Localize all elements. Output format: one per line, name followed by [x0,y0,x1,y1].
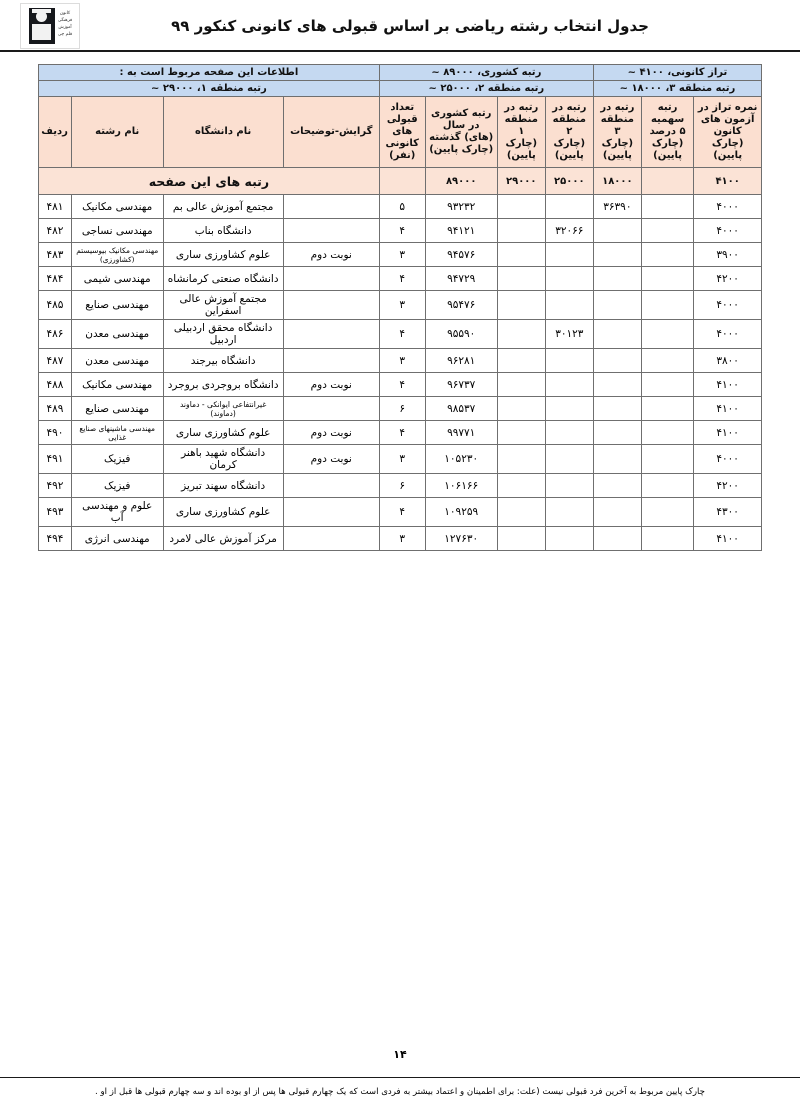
cell-mantaghe1 [497,243,545,267]
table-row [39,445,762,474]
cell-mantaghe2 [545,445,593,474]
summary-row [39,168,762,195]
cell-tozihat [283,195,379,219]
table-row [39,320,762,349]
cell-mantaghe3 [593,373,641,397]
table-row [39,243,762,267]
cell-keshvari: ۹۵۵۹۰ [425,320,497,349]
cell-reshte: مهندسی مکانیک بیوسیستم (کشاورزی) [71,243,163,267]
cell-daneshgah: علوم کشاورزی ساری [163,498,283,527]
cell-taraz: ۴۲۰۰ [694,474,762,498]
cell-keshvari: ۹۶۲۸۱ [425,349,497,373]
cell-taraz: ۳۸۰۰ [694,349,762,373]
footer-note: چارک پایین مربوط به آخرین فرد قبولی نیست (علت: برای اطمینان و اعتماد بیشتر به فردی است که یک چهارم قبولی ها پس از او بوده اند و سه چهارم قبولی ها قبل از او . [0,1077,800,1107]
table-container [38,64,762,551]
cell-tozihat [283,349,379,373]
cell-mantaghe3 [593,445,641,474]
cell-mantaghe2: ۳۰۱۲۳ [545,320,593,349]
cell-sahmiye [641,320,693,349]
logo-text: کانون فرهنگی آموزش قلم چی [57,11,73,37]
col-mantaghe2 [545,97,593,168]
cell-radif: ۴۸۱ [39,195,72,219]
cell-tozihat: نوبت دوم [283,243,379,267]
cell-mantaghe1 [497,195,545,219]
cell-reshte: فیزیک [71,474,163,498]
table-row [39,421,762,445]
page-number: ۱۴ [393,1048,407,1061]
col-taraz-label: نمره تراز در آزمون های کانون (چارک پایین) [697,102,758,161]
cell-tedad: ۳ [379,445,425,474]
cell-keshvari: ۱۲۷۶۳۰ [425,527,497,551]
table-row [39,474,762,498]
cell-tedad: ۴ [379,498,425,527]
cell-mantaghe2 [545,243,593,267]
col-reshte [71,97,163,168]
cell-sahmiye [641,397,693,421]
info-mantaghe3: رتبه منطقه ۳، ۱۸۰۰۰ ~ [593,81,761,97]
summary-keshvari: ۸۹۰۰۰ [425,168,497,195]
summary-mantaghe1: ۲۹۰۰۰ [497,168,545,195]
cell-sahmiye [641,373,693,397]
cell-taraz: ۴۱۰۰ [694,373,762,397]
cell-daneshgah: دانشگاه شهید باهنر کرمان [163,445,283,474]
cell-sahmiye [641,195,693,219]
cell-tedad: ۴ [379,219,425,243]
cell-daneshgah: دانشگاه صنعتی کرمانشاه [163,267,283,291]
col-keshvari-label: رتبه کشوری در سال (های) گذشته (چارک پایین) [429,108,494,155]
cell-radif: ۴۸۴ [39,267,72,291]
cell-tozihat [283,474,379,498]
info-mantaghe2: رتبه منطقه ۲، ۲۵۰۰۰ ~ [379,81,593,97]
cell-reshte: مهندسی مکانیک [71,195,163,219]
cell-mantaghe3 [593,421,641,445]
cell-mantaghe2 [545,498,593,527]
cell-tozihat [283,267,379,291]
cell-tozihat [283,397,379,421]
table-row [39,527,762,551]
cell-tedad: ۶ [379,474,425,498]
cell-keshvari: ۹۵۴۷۶ [425,291,497,320]
cell-tedad: ۳ [379,349,425,373]
table-row [39,195,762,219]
cell-radif: ۴۸۷ [39,349,72,373]
cell-mantaghe3: ۳۶۳۹۰ [593,195,641,219]
admissions-table [38,64,762,551]
cell-daneshgah: دانشگاه محقق اردبیلی اردبیل [163,320,283,349]
cell-radif: ۴۸۹ [39,397,72,421]
col-daneshgah-label: نام دانشگاه [194,126,252,137]
cell-daneshgah: مجتمع آموزش عالی بم [163,195,283,219]
cell-tedad: ۴ [379,267,425,291]
cell-mantaghe1 [497,421,545,445]
cell-taraz: ۴۱۰۰ [694,397,762,421]
cell-keshvari: ۹۳۲۳۲ [425,195,497,219]
cell-keshvari: ۱۰۶۱۶۶ [425,474,497,498]
cell-mantaghe2 [545,397,593,421]
kanoon-logo [20,3,80,49]
cell-mantaghe1 [497,320,545,349]
cell-keshvari: ۹۹۷۷۱ [425,421,497,445]
col-mantaghe2-label: رتبه در منطقه ۲ (چارک پایین) [552,102,587,161]
cell-tozihat: نوبت دوم [283,421,379,445]
cell-sahmiye [641,527,693,551]
cell-sahmiye [641,219,693,243]
page-title: جدول انتخاب رشته ریاضی بر اساس قبولی های کانونی کنکور ۹۹ [171,17,649,35]
cell-reshte: مهندسی معدن [71,349,163,373]
col-tozihat-label: گرایش-توضیحات [290,126,373,137]
cell-tedad: ۴ [379,421,425,445]
table-row [39,219,762,243]
col-sahmiye-label: رتبه سهمیه ۵ درصد (چارک پایین) [649,102,686,161]
cell-mantaghe2 [545,349,593,373]
cell-mantaghe2 [545,527,593,551]
cell-mantaghe1 [497,474,545,498]
cell-mantaghe2: ۳۲۰۶۶ [545,219,593,243]
cell-mantaghe3 [593,243,641,267]
col-tedad-label: تعداد قبولی های کانونی (نفر) [385,102,419,161]
cell-daneshgah: مرکز آموزش عالی لامرد [163,527,283,551]
table-row [39,267,762,291]
cell-reshte: مهندسی صنایع [71,291,163,320]
cell-tedad: ۳ [379,291,425,320]
cell-taraz: ۳۹۰۰ [694,243,762,267]
col-radif [39,97,72,168]
cell-radif: ۴۹۱ [39,445,72,474]
cell-mantaghe1 [497,291,545,320]
cell-keshvari: ۹۶۷۳۷ [425,373,497,397]
table-row [39,397,762,421]
cell-mantaghe1 [497,267,545,291]
info-keshvari: رتبه کشوری، ۸۹۰۰۰ ~ [379,65,593,81]
cell-keshvari: ۹۴۵۷۶ [425,243,497,267]
cell-mantaghe2 [545,373,593,397]
cell-daneshgah: دانشگاه بناب [163,219,283,243]
col-keshvari [425,97,497,168]
cell-sahmiye [641,445,693,474]
cell-mantaghe1 [497,445,545,474]
table-row [39,291,762,320]
cell-keshvari: ۱۰۵۲۳۰ [425,445,497,474]
cell-taraz: ۴۰۰۰ [694,195,762,219]
cell-tozihat: نوبت دوم [283,373,379,397]
col-taraz [694,97,762,168]
cell-reshte: مهندسی ماشینهای صنایع غذایی [71,421,163,445]
cell-tozihat [283,219,379,243]
cell-tedad: ۳ [379,243,425,267]
col-mantaghe1-label: رتبه در منطقه ۱ (چارک پایین) [504,102,539,161]
cell-mantaghe1 [497,219,545,243]
table-row [39,498,762,527]
col-sahmiye [641,97,693,168]
cell-keshvari: ۹۴۷۲۹ [425,267,497,291]
cell-daneshgah: علوم کشاورزی ساری [163,421,283,445]
info-label: اطلاعات این صفحه مربوط است به : [39,65,380,81]
cell-daneshgah: دانشگاه بیرجند [163,349,283,373]
page-header [0,0,800,52]
table-body [39,195,762,551]
cell-radif: ۴۸۸ [39,373,72,397]
info-band-row-1 [39,65,762,81]
col-mantaghe3-label: رتبه در منطقه ۳ (چارک پایین) [600,102,635,161]
info-band-row-2 [39,81,762,97]
info-taraz: تراز کانونی، ۴۱۰۰ ~ [593,65,761,81]
cell-mantaghe3 [593,527,641,551]
cell-reshte: مهندسی صنایع [71,397,163,421]
cell-radif: ۴۹۲ [39,474,72,498]
cell-taraz: ۴۲۰۰ [694,267,762,291]
cell-reshte: مهندسی شیمی [71,267,163,291]
cell-daneshgah: غیرانتفاعی ایوانکی - دماوند (دماوند) [163,397,283,421]
cell-mantaghe1 [497,527,545,551]
cell-reshte: مهندسی نساجی [71,219,163,243]
cell-radif: ۴۸۲ [39,219,72,243]
cell-mantaghe1 [497,349,545,373]
cell-tozihat [283,527,379,551]
cell-daneshgah: دانشگاه سهند تبریز [163,474,283,498]
cell-reshte: مهندسی انرژی [71,527,163,551]
info-mantaghe1: رتبه منطقه ۱، ۲۹۰۰۰ ~ [39,81,380,97]
summary-taraz: ۴۱۰۰ [694,168,762,195]
summary-mantaghe3: ۱۸۰۰۰ [593,168,641,195]
cell-tozihat: نوبت دوم [283,445,379,474]
cell-mantaghe1 [497,498,545,527]
summary-tedad [379,168,425,195]
cell-mantaghe3 [593,474,641,498]
cell-mantaghe3 [593,397,641,421]
cell-keshvari: ۱۰۹۲۵۹ [425,498,497,527]
cell-daneshgah: مجتمع آموزش عالی اسفراین [163,291,283,320]
col-tedad [379,97,425,168]
cell-sahmiye [641,243,693,267]
cell-mantaghe2 [545,291,593,320]
summary-label: رتبه های این صفحه [39,168,380,195]
col-daneshgah [163,97,283,168]
cell-sahmiye [641,349,693,373]
cell-taraz: ۴۱۰۰ [694,421,762,445]
cell-radif: ۴۹۳ [39,498,72,527]
cell-radif: ۴۹۴ [39,527,72,551]
cell-tedad: ۶ [379,397,425,421]
cell-mantaghe3 [593,498,641,527]
cell-sahmiye [641,291,693,320]
cell-mantaghe1 [497,397,545,421]
col-mantaghe3 [593,97,641,168]
cell-tozihat [283,498,379,527]
cell-taraz: ۴۳۰۰ [694,498,762,527]
summary-mantaghe2: ۲۵۰۰۰ [545,168,593,195]
cell-sahmiye [641,498,693,527]
cell-reshte: فیزیک [71,445,163,474]
cell-mantaghe2 [545,267,593,291]
cell-radif: ۴۹۰ [39,421,72,445]
col-reshte-label: نام رشته [95,126,140,137]
cell-sahmiye [641,267,693,291]
cell-mantaghe3 [593,320,641,349]
cell-reshte: علوم و مهندسی آب [71,498,163,527]
cell-keshvari: ۹۸۵۳۷ [425,397,497,421]
cell-mantaghe3 [593,291,641,320]
cell-tedad: ۳ [379,527,425,551]
table-row [39,349,762,373]
cell-keshvari: ۹۴۱۲۱ [425,219,497,243]
cell-tedad: ۴ [379,320,425,349]
cell-taraz: ۴۰۰۰ [694,219,762,243]
cell-radif: ۴۸۶ [39,320,72,349]
cell-tozihat [283,291,379,320]
table-row [39,373,762,397]
cell-radif: ۴۸۳ [39,243,72,267]
cell-daneshgah: علوم کشاورزی ساری [163,243,283,267]
col-mantaghe1 [497,97,545,168]
cell-mantaghe2 [545,421,593,445]
cell-taraz: ۴۰۰۰ [694,445,762,474]
cell-taraz: ۴۱۰۰ [694,527,762,551]
cell-mantaghe3 [593,267,641,291]
cell-daneshgah: دانشگاه بروجردی بروجرد [163,373,283,397]
cell-reshte: مهندسی معدن [71,320,163,349]
cell-mantaghe2 [545,474,593,498]
summary-sahmiye [641,168,693,195]
cell-taraz: ۴۰۰۰ [694,320,762,349]
col-radif-label: ردیف [41,126,68,137]
cell-tedad: ۵ [379,195,425,219]
table-header-row [39,97,762,168]
cell-mantaghe2 [545,195,593,219]
col-tozihat [283,97,379,168]
cell-radif: ۴۸۵ [39,291,72,320]
cell-mantaghe3 [593,349,641,373]
cell-taraz: ۴۰۰۰ [694,291,762,320]
cell-sahmiye [641,421,693,445]
cell-reshte: مهندسی مکانیک [71,373,163,397]
cell-mantaghe3 [593,219,641,243]
cell-tedad: ۴ [379,373,425,397]
cell-mantaghe1 [497,373,545,397]
cell-sahmiye [641,474,693,498]
cell-tozihat [283,320,379,349]
